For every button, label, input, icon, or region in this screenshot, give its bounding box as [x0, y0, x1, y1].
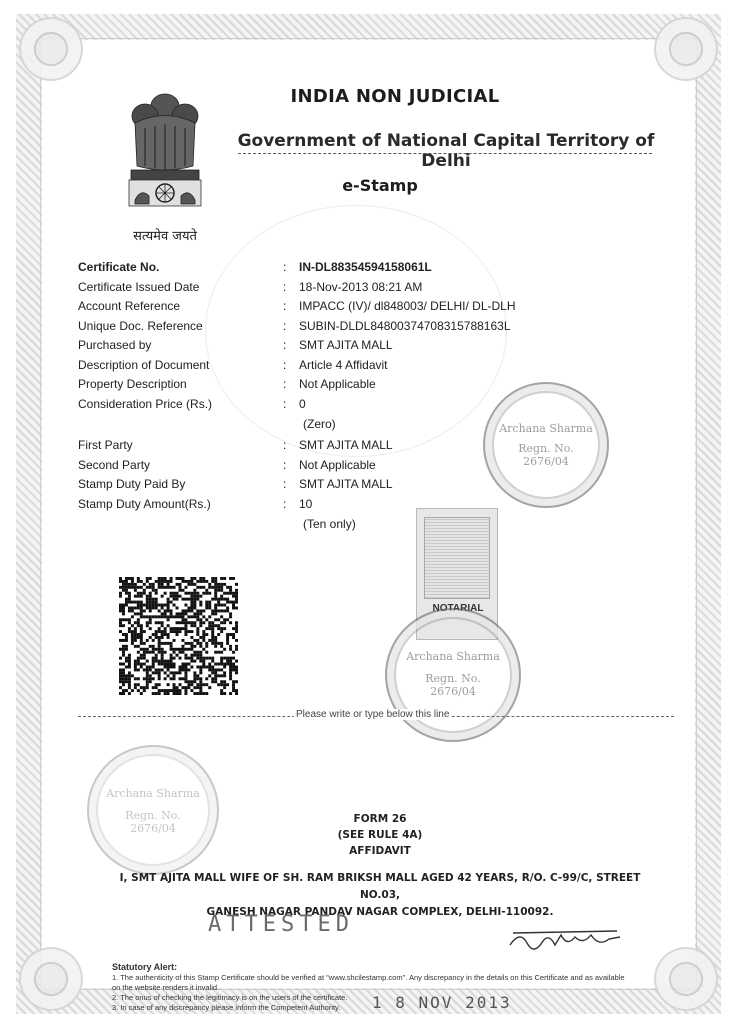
corner-ornament-icon	[651, 944, 721, 1014]
detail-label: Second Party	[78, 457, 151, 472]
corner-ornament-icon	[651, 14, 721, 84]
detail-label: First Party	[78, 438, 133, 452]
affidavit-body	[100, 870, 660, 921]
seal-regn-label: Regn. No.	[518, 442, 574, 455]
affidavit-line: GANESH NAGAR PANDAV NAGAR COMPLEX, DELHI-110092.	[206, 906, 554, 918]
seal-regn-label: Regn. No.	[125, 809, 181, 822]
government-underline	[238, 153, 652, 154]
corner-ornament-icon	[16, 944, 86, 1014]
alert-item: 3. In case of any discrepancy please inform the Competent Authority.	[112, 1003, 341, 1012]
attested-stamp: ATTESTED	[208, 912, 354, 937]
seal-regn-label: Regn. No.	[425, 672, 481, 685]
government-name: Government of National Capital Territory of Delhi	[237, 131, 655, 171]
seal-name: Archana Sharma	[406, 650, 500, 663]
national-emblem-icon	[115, 88, 215, 226]
form-rule: (SEE RULE 4A)	[337, 829, 423, 841]
seal-regn-number: 2676/04	[130, 822, 176, 835]
detail-value: IN-DL88354594158061L	[299, 260, 432, 274]
notary-seal-middle	[385, 608, 521, 742]
estamp-page: सत्यमेव जयते INDIA NON JUDICIAL Government of National Capital Territory of Delhi e-Stamp Certificate No. : IN-DL88354594158061L Certificate Issued Date : 18-Nov-2013 08:21 AM Account Reference : IMPACC (IV)/ dl848003/ DELHI/ DL-DLH Unique Doc. Reference : SUBIN-DLDL84800374708315788163L Purchased by : SMT AJITA MALL Description of Document : Article 4 Affidavit Property Description : Not Applicable Consideration Price (Rs.) : 0 (Zero) First Party : SMT AJITA MALL Second Party : Not Applicable Stamp Duty Paid By : SMT AJITA MALL Stamp Duty Amount(Rs.) : 10 (Ten only) NOTARIAL Archana Sharma Regn. No. 2676/04 Archana Sharma Regn. No. 2676/04 Archana Sharma Regn. No. 2676/04 Please write or type below this line FORM 26 (SEE RULE 4A) AFFIDAVIT I, SMT AJITA MALL WIFE OF SH. RAM BRIKSH MALL AGED 42 YEARS, R/O. C-99/C, STREET NO.03, GANESH NAGAR PANDAV NAGAR COMPLEX, DELHI-110092. ATTESTED Statutory Alert: 1. The authenticity of this Stamp Certificate should be verified at "www.shcilestamp.com". Any discrepancy in the details on this Certificate and as available on the website renders it invalid. 2. The onus of checking the legitimacy is on the users of the certificate. 3. In case of any discrepancy please inform the Competent Authority. 1 8 NOV 2013	[0, 0, 745, 1024]
qr-code-icon	[119, 577, 238, 695]
detail-label: Certificate No.	[78, 260, 160, 274]
form-heading	[300, 811, 460, 859]
detail-label: Unique Doc. Reference	[78, 318, 203, 333]
corner-ornament-icon	[16, 14, 86, 84]
detail-value: Article 4 Affidavit	[299, 357, 388, 372]
detail-label: Purchased by	[78, 338, 152, 352]
signature-icon	[505, 925, 625, 955]
detail-value: SMT AJITA MALL	[299, 477, 393, 491]
notary-seal-top	[483, 382, 609, 508]
detail-label: Consideration Price (Rs.)	[78, 396, 213, 411]
detail-label: Certificate Issued Date	[78, 279, 200, 294]
detail-label: Stamp Duty Paid By	[78, 477, 186, 491]
detail-label: Description of Document	[78, 357, 210, 372]
detail-value: 18-Nov-2013 08:21 AM	[299, 279, 423, 294]
detail-value: IMPACC (IV)/ dl848003/ DELHI/ DL-DLH	[299, 299, 516, 313]
detail-value: Not Applicable	[299, 457, 376, 472]
cut-line-text: Please write or type below this line	[296, 709, 450, 720]
detail-value: (Ten only)	[303, 517, 356, 531]
seal-name: Archana Sharma	[499, 422, 593, 435]
detail-value: SMT AJITA MALL	[299, 338, 393, 352]
doc-type: e-Stamp	[342, 176, 418, 195]
detail-value: 10	[299, 496, 313, 511]
form-number: FORM 26	[353, 813, 407, 825]
alert-title: Statutory Alert:	[112, 962, 178, 972]
seal-regn-number: 2676/04	[523, 455, 569, 468]
detail-value: Not Applicable	[299, 377, 376, 391]
document-title: INDIA NON JUDICIAL	[290, 86, 500, 107]
seal-name: Archana Sharma	[106, 787, 200, 800]
detail-value: (Zero)	[303, 417, 336, 431]
detail-label: Stamp Duty Amount(Rs.)	[78, 496, 211, 511]
affidavit-line: I, SMT AJITA MALL WIFE OF SH. RAM BRIKSH MALL AGED 42 YEARS, R/O. C-99/C, STREET NO.03,	[119, 872, 641, 901]
detail-value: SUBIN-DLDL84800374708315788163L	[299, 318, 511, 333]
emblem-caption: सत्यमेव जयते	[133, 229, 197, 244]
notarial-label: NOTARIAL	[432, 603, 484, 614]
date-stamp: 1 8 NOV 2013	[372, 993, 512, 1012]
notary-seal-lower	[87, 745, 219, 875]
seal-regn-number: 2676/04	[430, 685, 476, 698]
revenue-stamp-emblem-icon	[424, 517, 490, 599]
detail-label: Property Description	[78, 377, 187, 391]
detail-value: 0	[299, 396, 306, 411]
alert-item: 1. The authenticity of this Stamp Certificate should be verified at "www.shcilestamp.com". Any discrepancy in the details on this Certificate and as available on the website renders it invalid.	[112, 973, 625, 992]
alert-item: 2. The onus of checking the legitimacy is on the users of the certificate.	[112, 993, 348, 1002]
detail-label: Account Reference	[78, 299, 181, 313]
form-type: AFFIDAVIT	[349, 845, 411, 857]
detail-value: SMT AJITA MALL	[299, 438, 393, 452]
